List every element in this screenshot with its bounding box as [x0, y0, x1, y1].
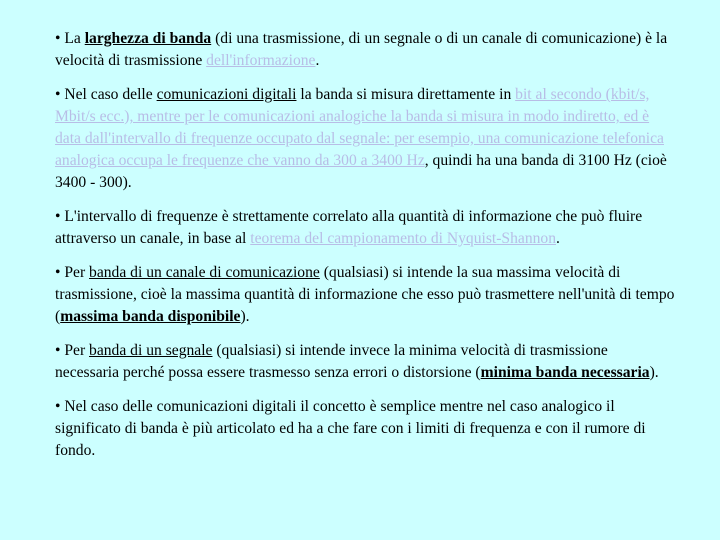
- text: • La: [55, 30, 85, 47]
- term-banda-canale: banda di un canale di comunicazione: [89, 264, 320, 281]
- text: • Nel caso delle comunicazioni digitali il concetto è semplice mentre nel caso analogico il significato di banda è più articolato ed ha a che fare con i limiti di frequenza e con il rumore di fondo.: [55, 398, 646, 459]
- text: , quindi ha una banda di 3100 Hz (cioè 3400 - 300).: [55, 152, 667, 191]
- term-comunicazioni-digitali: comunicazioni digitali: [156, 86, 297, 103]
- term-banda-segnale: banda di un segnale: [89, 342, 213, 359]
- link-teorema-nyquist-shannon[interactable]: teorema del campionamento di Nyquist-Shannon: [250, 230, 557, 247]
- paragraph-channel-bandwidth: [55, 262, 675, 328]
- text: • Nel caso delle: [55, 86, 157, 103]
- term-massima-banda-disponibile: massima banda disponibile: [60, 308, 241, 325]
- text: ).: [649, 364, 659, 381]
- paragraph-digital-communications: [55, 84, 675, 194]
- text: (qualsiasi) si intende invece la minima velocità di trasmissione necessaria perché possa essere trasmesso senza errori o distorsione (: [55, 342, 608, 381]
- text: • Per: [55, 342, 90, 359]
- paragraph-signal-bandwidth: [55, 340, 675, 384]
- term-minima-banda-necessaria: minima banda necessaria: [480, 364, 650, 381]
- text: .: [315, 52, 320, 69]
- link-bit-al-secondo[interactable]: bit al secondo (kbit/s, Mbit/s ecc.), mentre per le comunicazioni analogiche la banda si misura in modo indiretto, ed è data dall'intervallo di frequenze occupato dal segnale: per esempio, una comunicazione telefonica analogica occupa le frequenze che vanno da 300 a 3400 Hz: [55, 86, 664, 169]
- slide-content: [55, 28, 675, 474]
- text: • L'intervallo di frequenze è strettamente correlato alla quantità di informazione che può fluire attraverso un canale, in base al: [55, 208, 643, 247]
- term-larghezza-di-banda: larghezza di banda: [84, 30, 212, 47]
- text: (di una trasmissione, di un segnale o di un canale di comunicazione) è la velocità di trasmissione: [55, 30, 668, 69]
- paragraph-frequency-interval: [55, 206, 675, 250]
- text: ).: [240, 308, 250, 325]
- text: la banda si misura direttamente in: [296, 86, 516, 103]
- text: (qualsiasi) si intende la sua massima velocità di trasmissione, cioè la massima quantità di informazione che esso può trasmettere nell'unità di tempo (: [55, 264, 675, 325]
- link-informazione[interactable]: dell'informazione: [206, 52, 316, 69]
- text: .: [556, 230, 560, 247]
- paragraph-bandwidth-definition: [55, 28, 675, 72]
- paragraph-digital-vs-analog: [55, 396, 675, 462]
- text: • Per: [55, 264, 90, 281]
